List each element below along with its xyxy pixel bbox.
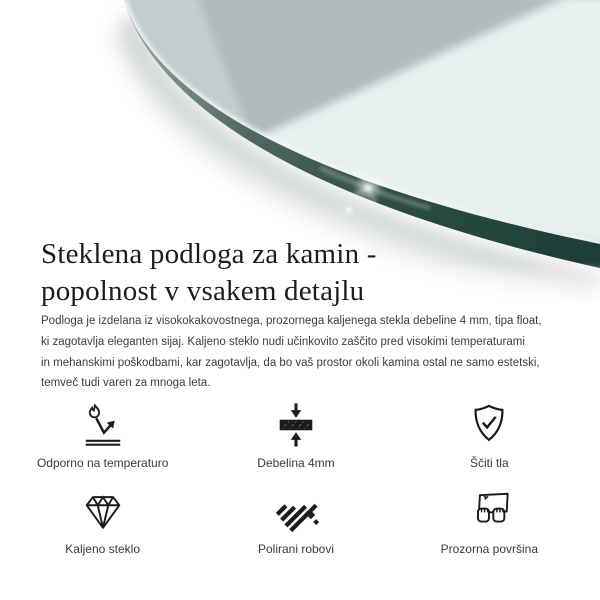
page-title-line1: Steklena podloga za kamin - bbox=[41, 238, 377, 270]
polished-edges-icon bbox=[273, 488, 319, 534]
intro-line: in mehanskimi poškodbami, kar zagotavlja, da bo vaš prostor okoli kamina ostal ne samo estetski, bbox=[41, 356, 540, 369]
heat-resistant-icon bbox=[80, 402, 126, 448]
intro-paragraph bbox=[41, 311, 542, 394]
feature-transparent-surface bbox=[393, 488, 586, 556]
intro-line: Podloga je izdelana iz visokokakovostnega, prozornega kaljenega stekla debeline 4 mm, tipa float, bbox=[41, 315, 542, 327]
features-grid bbox=[6, 402, 586, 556]
feature-label: Debelina 4mm bbox=[257, 456, 335, 470]
transparent-surface-icon bbox=[466, 488, 512, 534]
page-title-line2: popolnost v vsakem detajlu bbox=[41, 275, 365, 307]
page-title bbox=[41, 236, 377, 310]
feature-heat-resistant bbox=[6, 402, 199, 470]
feature-label: Ščiti tla bbox=[469, 456, 509, 470]
feature-protects-floor bbox=[393, 402, 586, 470]
intro-line: ki zagotavlja eleganten sijaj. Kaljeno steklo nudi učinkovito zaščito pred visokimi temperaturami bbox=[41, 335, 525, 348]
tempered-glass-diamond-icon bbox=[80, 488, 126, 534]
feature-label: Odporno na temperaturo bbox=[36, 456, 169, 470]
feature-thickness bbox=[199, 402, 392, 470]
thickness-4mm-icon bbox=[273, 402, 319, 448]
feature-label: Kaljeno steklo bbox=[65, 542, 141, 556]
feature-polished-edges bbox=[199, 488, 392, 556]
feature-tempered-glass bbox=[6, 488, 199, 556]
feature-label: Prozorna površina bbox=[440, 542, 539, 556]
intro-line: temveč tudi varen za mnoga leta. bbox=[41, 377, 211, 390]
shield-check-icon bbox=[466, 402, 512, 448]
feature-label: Polirani robovi bbox=[257, 542, 335, 556]
